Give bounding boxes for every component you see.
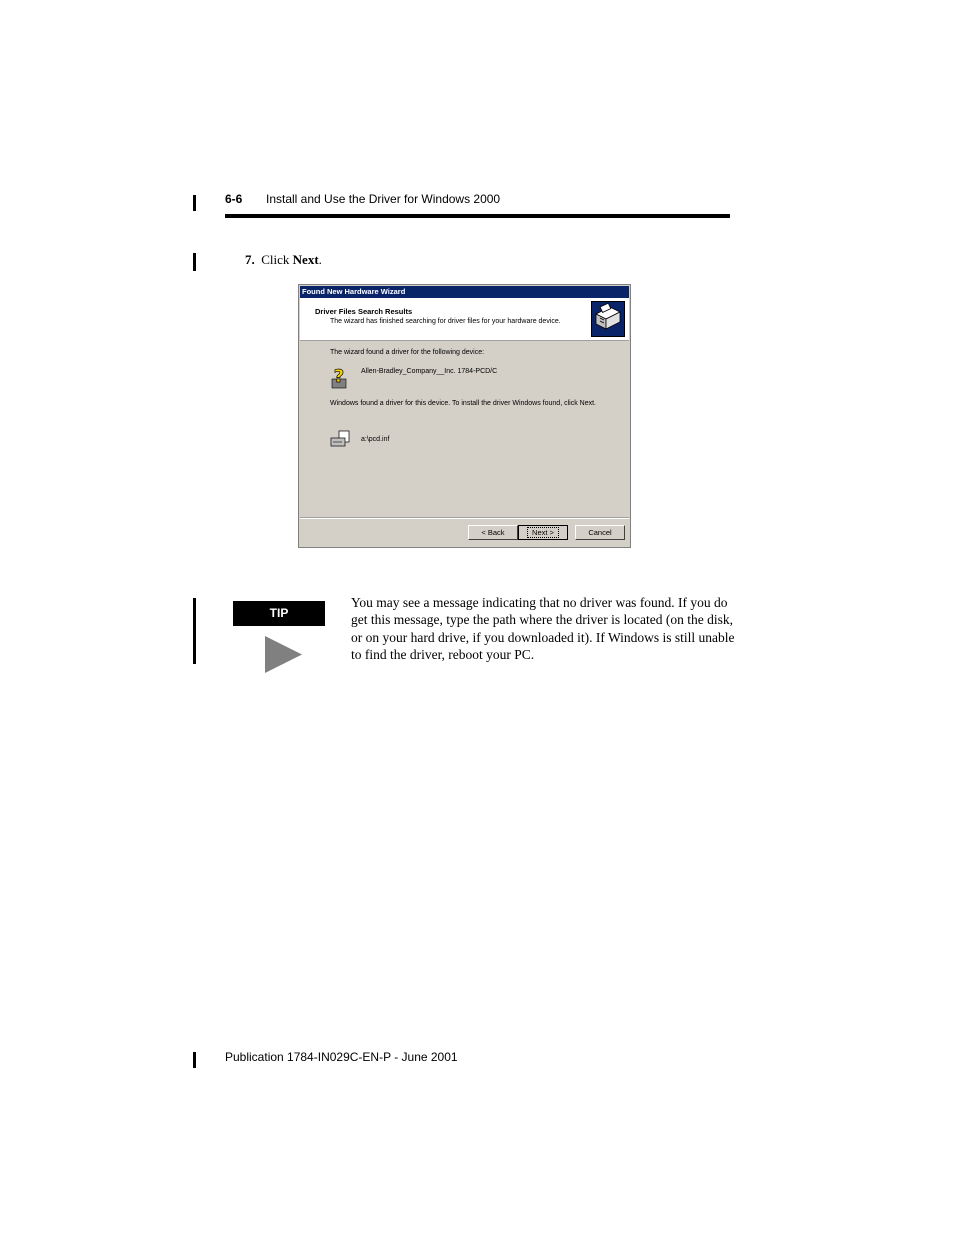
button-separator [300, 517, 629, 519]
question-mark-icon [329, 365, 349, 389]
step-number: 7. [245, 252, 255, 267]
step-text-prefix: Click [261, 252, 293, 267]
tip-text: You may see a message indicating that no driver was found. If you do get this message, type the path where the driver is located (on the disk, or on your hard drive, if you downloaded it). If Windows is still unable to find the driver, reboot your PC. [351, 595, 735, 662]
publication-footer: Publication 1784-IN029C-EN-P - June 2001 [225, 1050, 458, 1064]
found-driver-text: The wizard found a driver for the following device: [330, 349, 485, 356]
next-button-label: Next > [527, 527, 559, 538]
tip-label: TIP [233, 601, 325, 626]
cancel-button[interactable]: Cancel [575, 525, 625, 540]
svg-text:?: ? [333, 366, 345, 387]
chapter-title: Install and Use the Driver for Windows 2000 [266, 192, 501, 206]
banner-title: Driver Files Search Results [315, 307, 413, 316]
wizard-banner [300, 298, 629, 341]
device-name: Allen-Bradley_Company__Inc. 1784-PCD/C [361, 368, 498, 375]
step-instruction [245, 252, 322, 268]
page-number: 6-6 [225, 192, 243, 206]
driver-file-icon [330, 430, 352, 448]
change-bar-step [193, 253, 196, 271]
change-bar-footer [193, 1052, 196, 1068]
install-instruction-text: Windows found a driver for this device. To install the driver Windows found, click Next. [330, 400, 596, 407]
banner-subtitle: The wizard has finished searching for driver files for your hardware device. [330, 318, 561, 325]
tip-arrow-icon [265, 636, 303, 678]
change-bar-tip [193, 598, 196, 664]
step-text-suffix: . [318, 252, 322, 267]
change-bar-header [193, 195, 196, 211]
next-button[interactable] [518, 525, 568, 540]
wizard-title-bar: Found New Hardware Wizard [300, 286, 629, 298]
hardware-wizard-icon [591, 301, 625, 337]
step-bold-word: Next [292, 252, 319, 267]
back-button[interactable]: < Back [468, 525, 518, 540]
header-rule [225, 214, 730, 218]
wizard-window [298, 284, 631, 548]
driver-file-path: a:\pcd.inf [361, 436, 390, 443]
